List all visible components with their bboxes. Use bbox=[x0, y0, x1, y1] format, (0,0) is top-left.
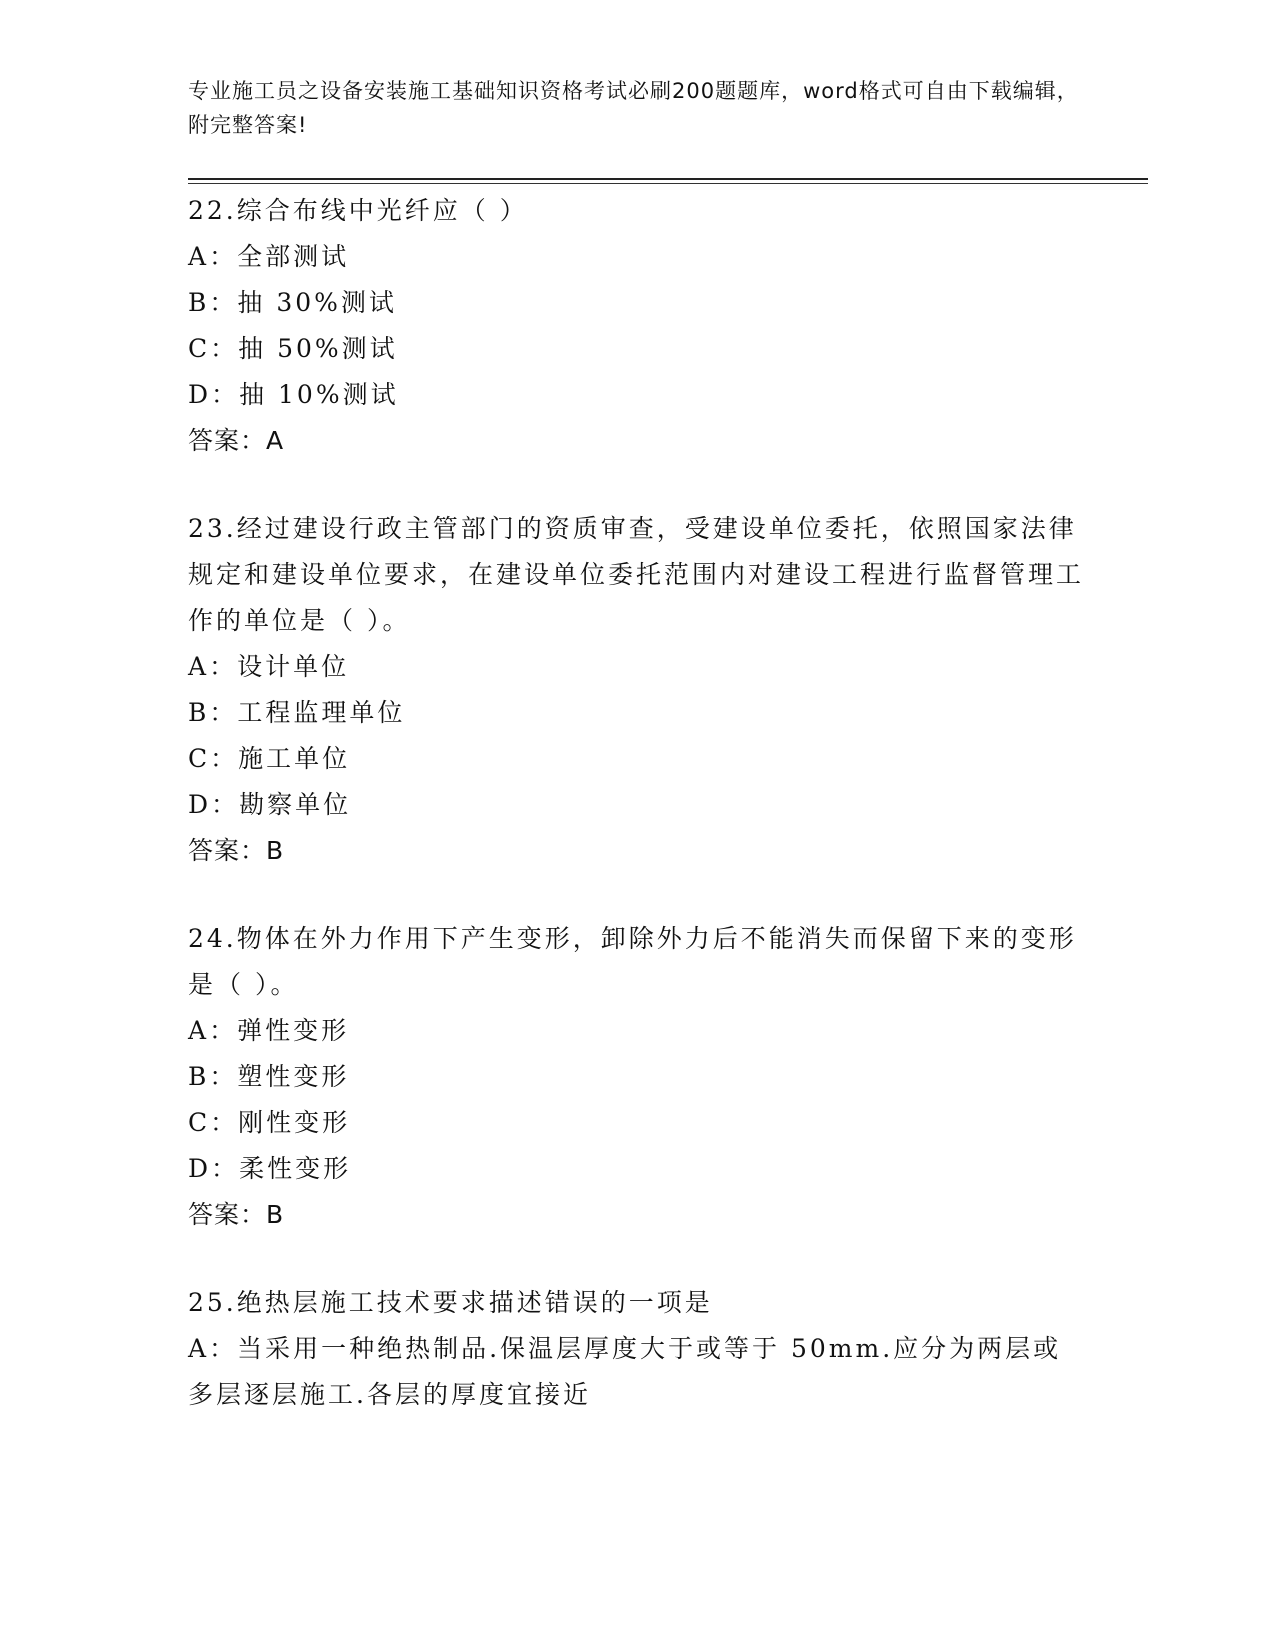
option-text: 抽 50%测试 bbox=[238, 334, 398, 363]
header-divider-thin bbox=[188, 183, 1148, 184]
answer-line: 答案：A bbox=[188, 426, 285, 455]
option-a: A：弹性变形 bbox=[188, 1016, 350, 1045]
option-letter: C bbox=[188, 334, 211, 363]
question-23 bbox=[188, 506, 1088, 874]
option-letter: A bbox=[188, 652, 210, 681]
document-header: 专业施工员之设备安装施工基础知识资格考试必刷200题题库，word格式可自由下载编辑，附完整答案! bbox=[188, 79, 1079, 137]
header-divider-thick bbox=[188, 178, 1148, 180]
option-letter: A bbox=[188, 242, 210, 271]
option-letter: D bbox=[188, 790, 212, 819]
option-letter: B bbox=[188, 698, 210, 727]
option-text: 弹性变形 bbox=[237, 1016, 350, 1045]
option-text: 全部测试 bbox=[237, 242, 350, 271]
option-a: A：当采用一种绝热制品.保温层厚度大于或等于 50mm.应分为两层或多层逐层施工.各层的厚度宜接近 bbox=[188, 1334, 1062, 1409]
option-text: 设计单位 bbox=[237, 652, 350, 681]
option-c: C：施工单位 bbox=[188, 744, 351, 773]
answer-line: 答案：B bbox=[188, 1200, 285, 1229]
option-letter: B bbox=[188, 288, 210, 317]
option-a: A：全部测试 bbox=[188, 242, 350, 271]
option-letter: D bbox=[188, 1154, 212, 1183]
option-c: C：抽 50%测试 bbox=[188, 334, 398, 363]
option-text: 施工单位 bbox=[238, 744, 351, 773]
option-d: D：勘察单位 bbox=[188, 790, 352, 819]
question-stem: 22.综合布线中光纤应（ ） bbox=[188, 196, 528, 225]
question-list bbox=[188, 188, 1088, 1460]
question-stem: 25.绝热层施工技术要求描述错误的一项是 bbox=[188, 1288, 713, 1317]
option-letter: C bbox=[188, 1108, 211, 1137]
option-letter: C bbox=[188, 744, 211, 773]
option-d: D：柔性变形 bbox=[188, 1154, 352, 1183]
option-letter: A bbox=[188, 1016, 210, 1045]
option-text: 柔性变形 bbox=[239, 1154, 352, 1183]
option-text: 抽 10%测试 bbox=[239, 380, 399, 409]
option-text: 抽 30%测试 bbox=[237, 288, 397, 317]
option-letter: B bbox=[188, 1062, 210, 1091]
option-text: 工程监理单位 bbox=[237, 698, 406, 727]
option-text: 勘察单位 bbox=[239, 790, 352, 819]
option-text: 当采用一种绝热制品.保温层厚度大于或等于 50mm.应分为两层或多层逐层施工.各层的厚度宜接近 bbox=[188, 1334, 1062, 1409]
option-letter: D bbox=[188, 380, 212, 409]
option-text: 塑性变形 bbox=[237, 1062, 350, 1091]
option-d: D：抽 10%测试 bbox=[188, 380, 399, 409]
option-letter: A bbox=[188, 1334, 210, 1363]
question-stem: 24.物体在外力作用下产生变形，卸除外力后不能消失而保留下来的变形是（ ）。 bbox=[188, 924, 1077, 999]
answer-line: 答案：B bbox=[188, 836, 285, 865]
option-text: 刚性变形 bbox=[238, 1108, 351, 1137]
question-stem: 23.经过建设行政主管部门的资质审查，受建设单位委托，依照国家法律规定和建设单位要求，在建设单位委托范围内对建设工程进行监督管理工作的单位是（ ）。 bbox=[188, 514, 1085, 635]
option-b: B：塑性变形 bbox=[188, 1062, 350, 1091]
option-c: C：刚性变形 bbox=[188, 1108, 351, 1137]
option-a: A：设计单位 bbox=[188, 652, 350, 681]
question-24 bbox=[188, 916, 1088, 1238]
option-b: B：工程监理单位 bbox=[188, 698, 406, 727]
question-22 bbox=[188, 188, 1088, 464]
question-25 bbox=[188, 1280, 1088, 1418]
option-b: B：抽 30%测试 bbox=[188, 288, 397, 317]
